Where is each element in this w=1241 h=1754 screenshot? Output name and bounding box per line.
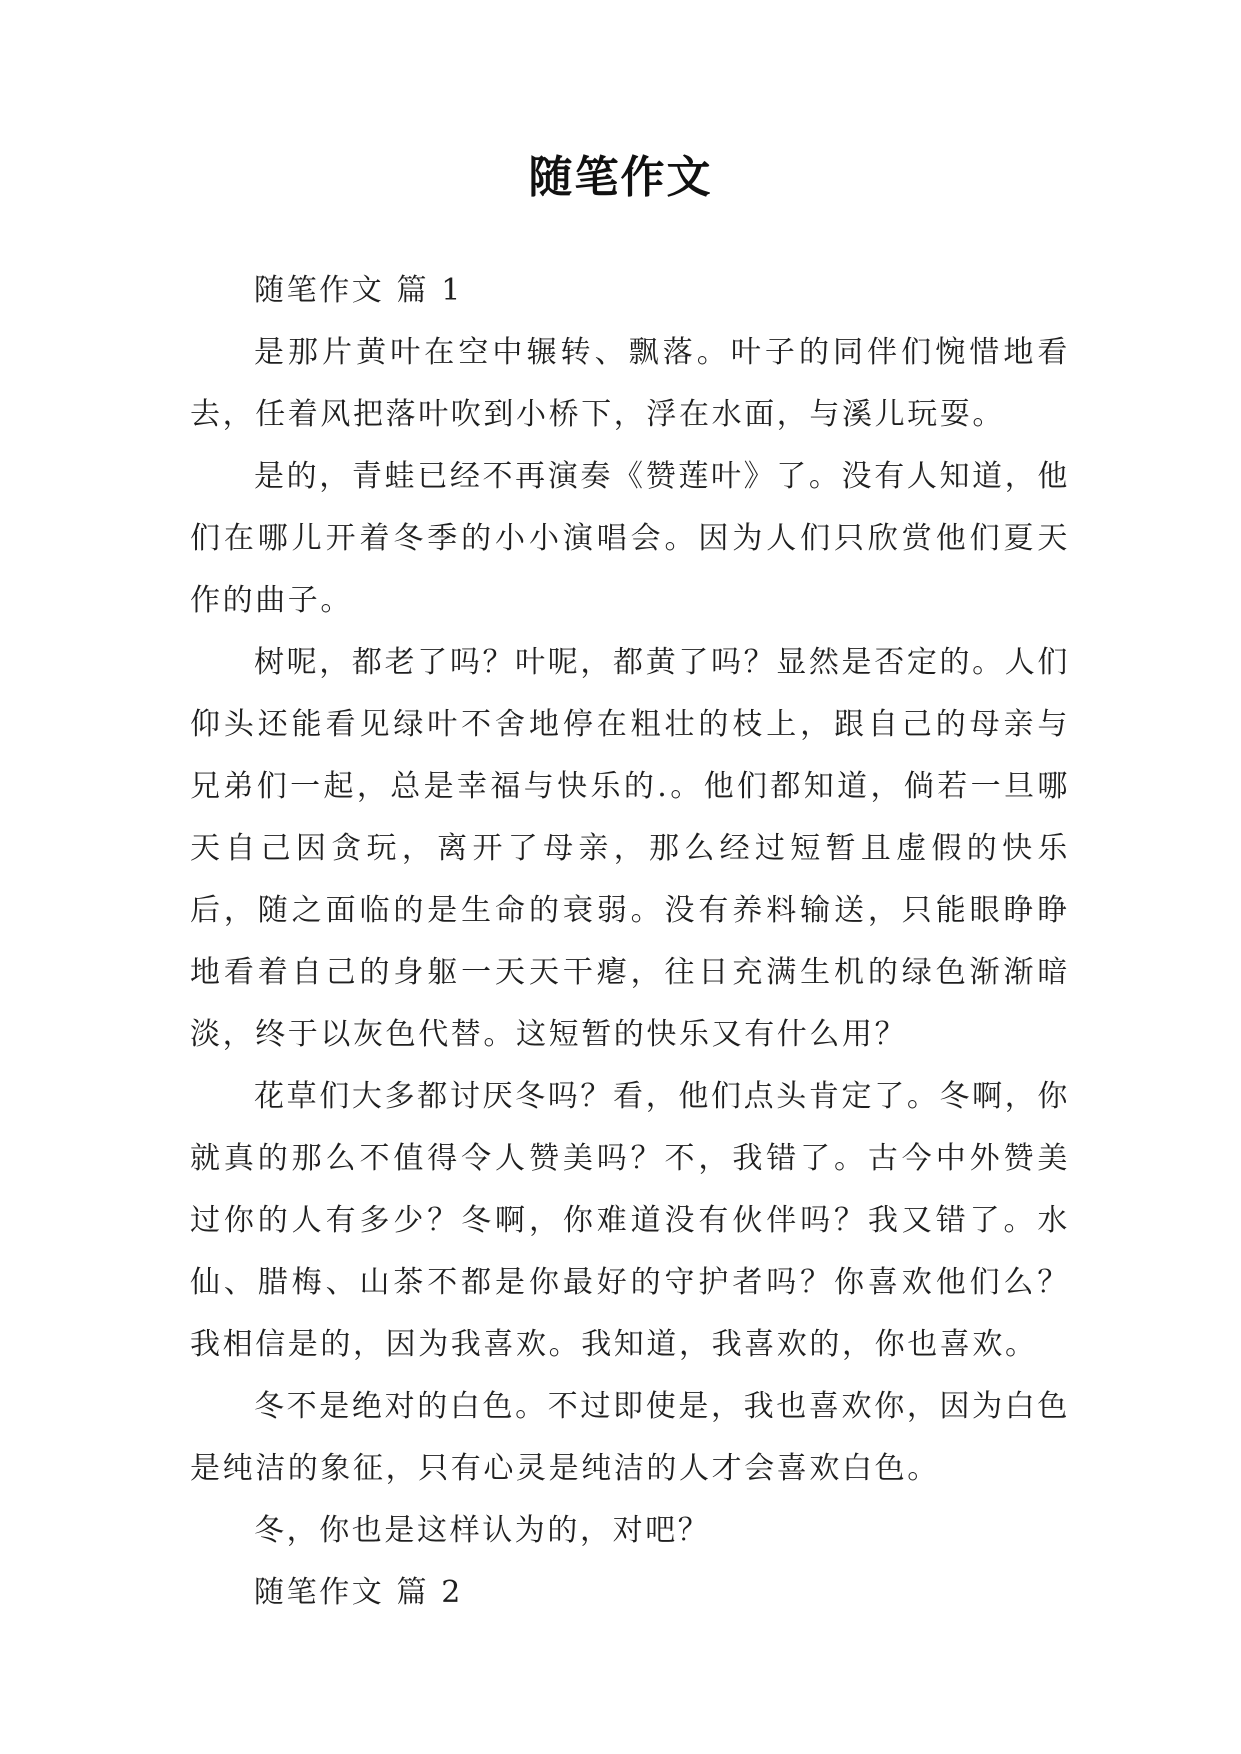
section-heading: 随笔作文 篇 1 xyxy=(254,273,463,308)
section-heading: 随笔作文 篇 2 xyxy=(254,1575,463,1610)
paragraph: 冬不是绝对的白色。不过即使是，我也喜欢你，因为白色是纯洁的象征，只有心灵是纯洁的人才会喜欢白色。 xyxy=(190,1389,1070,1486)
document-body xyxy=(190,260,1070,1624)
paragraph: 树呢，都老了吗？叶呢，都黄了吗？显然是否定的。人们仰头还能看见绿叶不舍地停在粗壮的枝上，跟自己的母亲与兄弟们一起，总是幸福与快乐的.。他们都知道，倘若一旦哪天自己因贪玩，离开了母亲，那么经过短暂且虚假的快乐后，随之面临的是生命的衰弱。没有养料输送，只能眼睁睁地看着自己的身躯一天天干瘪，往日充满生机的绿色渐渐暗淡，终于以灰色代替。这短暂的快乐又有什么用？ xyxy=(190,645,1070,1052)
paragraph: 冬，你也是这样认为的，对吧？ xyxy=(254,1513,711,1548)
paragraph: 花草们大多都讨厌冬吗？看，他们点头肯定了。冬啊，你就真的那么不值得令人赞美吗？不，我错了。古今中外赞美过你的人有多少？冬啊，你难道没有伙伴吗？我又错了。水仙、腊梅、山茶不都是你最好的守护者吗？你喜欢他们么？我相信是的，因为我喜欢。我知道，我喜欢的，你也喜欢。 xyxy=(190,1079,1070,1362)
paragraph: 是那片黄叶在空中辗转、飘落。叶子的同伴们惋惜地看去，任着风把落叶吹到小桥下，浮在水面，与溪儿玩耍。 xyxy=(190,335,1070,432)
paragraph: 是的，青蛙已经不再演奏《赞莲叶》了。没有人知道，他们在哪儿开着冬季的小小演唱会。因为人们只欣赏他们夏天作的曲子。 xyxy=(190,459,1070,618)
document-title: 随笔作文 xyxy=(528,152,713,203)
